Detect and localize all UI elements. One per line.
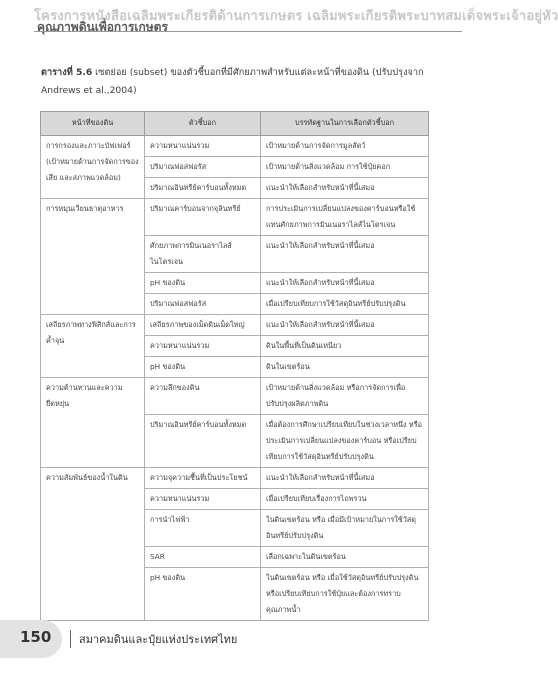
table-container — [40, 111, 428, 621]
criterion-cell: เป้าหมายด้านการจัดการมูลสัตว์ — [261, 136, 429, 157]
indicator-cell: เสถียรภาพของเม็ดดินเม็ดใหญ่ — [145, 315, 261, 336]
soil-function-cell: การกรองและภาวะบัฟเฟอร์ (เป้าหมายด้านการจัดการของเสีย และสภาพแวดล้อม) — [41, 136, 145, 199]
soil-function-cell: ความต้านทานและความยืดหยุ่น — [41, 378, 145, 468]
indicator-cell: ปริมาณอินทรีย์คาร์บอนทั้งหมด — [145, 415, 261, 468]
criterion-cell: การประเมินการเปลี่ยนแปลงของคาร์บอนหรือใช้แทนศักยภาพการมินเนอราไลส์ไนโตรเจน — [261, 199, 429, 236]
indicator-cell: ความหนาแน่นรวม — [145, 489, 261, 510]
page-footer — [0, 612, 480, 662]
book-series-title: โครงการหนังสือเฉลิมพระเกียรติด้านการเกษตร เฉลิมพระเกียรติพระบาทสมเด็จพระเจ้าอยู่หัว — [34, 9, 558, 24]
indicator-cell: ศักยภาพการมินเนอราไลส์ไนโตรเจน — [145, 236, 261, 273]
criterion-cell: แนะนำให้เลือกสำหรับหน้าที่นี้เสมอ — [261, 236, 429, 273]
table-row — [41, 136, 429, 157]
indicator-cell: ปริมาณฟอสฟอรัส — [145, 294, 261, 315]
criterion-cell: แนะนำให้เลือกสำหรับหน้าที่นี้เสมอ — [261, 468, 429, 489]
table-number: ตารางที่ 5.6 — [41, 67, 93, 78]
indicator-cell: ความลึกของดิน — [145, 378, 261, 415]
indicator-cell: ปริมาณฟอสฟอรัส — [145, 157, 261, 178]
header-soil-function: หน้าที่ของดิน — [41, 112, 145, 136]
header-indicator: ตัวชี้บอก — [145, 112, 261, 136]
header-criterion: บรรทัดฐานในการเลือกตัวชี้บอก — [261, 112, 429, 136]
indicator-cell: pH ของดิน — [145, 568, 261, 621]
table-row — [41, 315, 429, 336]
indicator-cell: SAR — [145, 547, 261, 568]
page-number: 150 — [20, 628, 52, 646]
criterion-cell: แนะนำให้เลือกสำหรับหน้าที่นี้เสมอ — [261, 273, 429, 294]
indicator-cell: การนำไฟฟ้า — [145, 510, 261, 547]
indicator-cell: ความจุความชื้นที่เป็นประโยชน์ — [145, 468, 261, 489]
criterion-cell: ดินในพื้นที่เป็นดินเหนียว — [261, 336, 429, 357]
soil-function-cell: การหมุนเวียนธาตุอาหาร — [41, 199, 145, 315]
criterion-cell: เมื่อเปรียบเทียบเรื่องการไถพรวน — [261, 489, 429, 510]
criterion-cell: แนะนำให้เลือกสำหรับหน้าที่นี้เสมอ — [261, 315, 429, 336]
indicator-cell: pH ของดิน — [145, 357, 261, 378]
indicator-cell: ปริมาณอินทรีย์คาร์บอนทั้งหมด — [145, 178, 261, 199]
criterion-cell: ในดินเขตร้อน หรือ เมื่อมีเป้าหมายในการใช้วัสดุอินทรีย์ปรับปรุงดิน — [261, 510, 429, 547]
table-row — [41, 378, 429, 415]
publisher-name: สมาคมดินและปุ๋ยแห่งประเทศไทย — [79, 633, 238, 646]
table-caption-text: เซตย่อย (subset) ของตัวชี้บอกที่มีศักยภาพสำหรับแต่ละหน้าที่ของดิน (ปรับปรุงจาก Andrews et al.,2004) — [41, 67, 424, 96]
indicator-table — [40, 111, 429, 621]
table-row — [41, 468, 429, 489]
criterion-cell: เลือกเฉพาะในดินเขตร้อน — [261, 547, 429, 568]
indicator-cell: ความหนาแน่นรวม — [145, 336, 261, 357]
criterion-cell: เป้าหมายด้านสิ่งแวดล้อม หรือการจัดการเพื่อปรับปรุงผลิตภาพดิน — [261, 378, 429, 415]
soil-function-cell: เสถียรภาพทางฟิสิกส์และการค้ำจุน — [41, 315, 145, 378]
criterion-cell: เมื่อเปรียบเทียบการใช้วัสดุอินทรีย์ปรับปรุงดิน — [261, 294, 429, 315]
criterion-cell: ในดินเขตร้อน หรือ เมื่อใช้วัสดุอินทรีย์ปรับปรุงดิน หรือเปรียบเทียบการใช้ปุ๋ยและต้องการทราบคุณภาพน้ำ — [261, 568, 429, 621]
indicator-cell: ความหนาแน่นรวม — [145, 136, 261, 157]
header-divider — [34, 31, 462, 32]
indicator-cell: ปริมาณคาร์บอนจากจุลินทรีย์ — [145, 199, 261, 236]
table-caption — [41, 64, 441, 100]
criterion-cell: เมื่อต้องการศึกษาเปรียบเทียบในช่วงเวลาหนึ่ง หรือประเมินการเปลี่ยนแปลงของคาร์บอน หรือเปรียบเทียบการใช้วัสดุอินทรีย์ปรับปรุงดิน — [261, 415, 429, 468]
soil-function-cell: ความสัมพันธ์ของน้ำในดิน — [41, 468, 145, 621]
criterion-cell: แนะนำให้เลือกสำหรับหน้าที่นี้เสมอ — [261, 178, 429, 199]
chapter-title: คุณภาพดินเพื่อการเกษตร — [37, 20, 168, 34]
running-header — [0, 0, 558, 40]
criterion-cell: เป้าหมายด้านสิ่งแวดล้อม การใช้ปุ๋ยคอก — [261, 157, 429, 178]
criterion-cell: ดินในเขตร้อน — [261, 357, 429, 378]
table-row — [41, 199, 429, 236]
footer-divider — [70, 630, 71, 648]
indicator-cell: pH ของดิน — [145, 273, 261, 294]
table-header-row — [41, 112, 429, 136]
table-body — [41, 136, 429, 621]
